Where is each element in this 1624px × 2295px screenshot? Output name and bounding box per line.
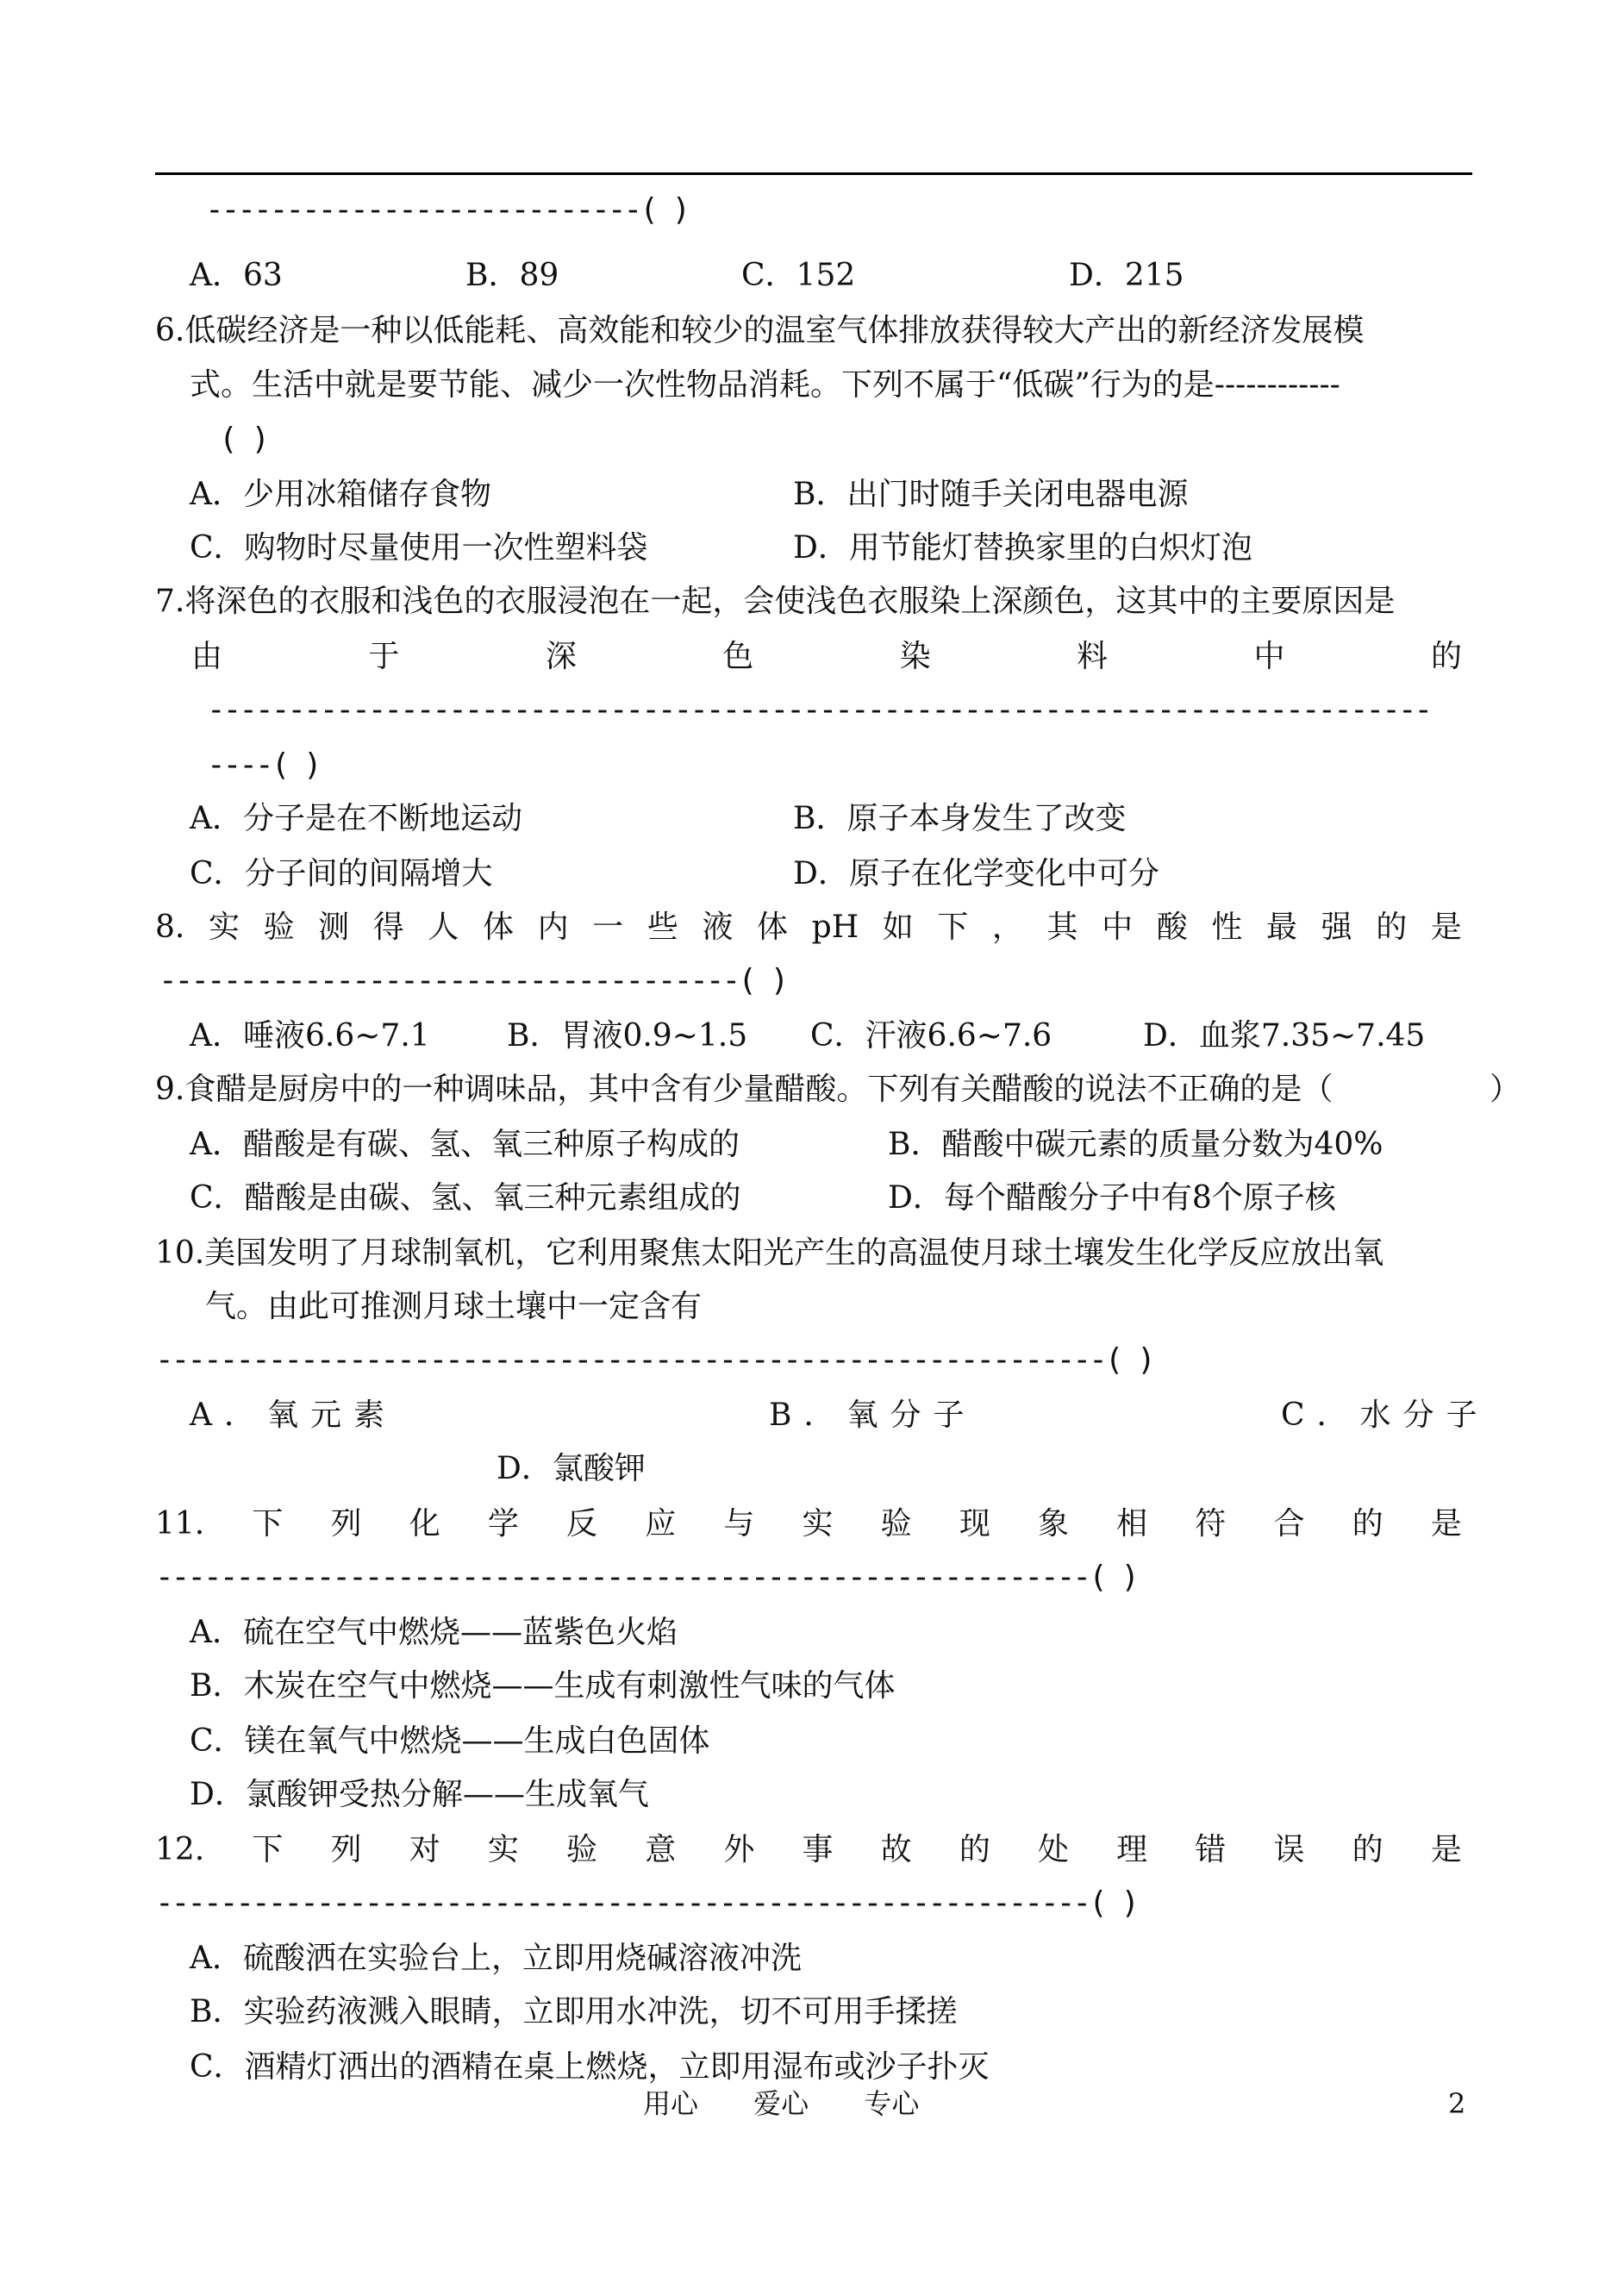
q5-answer-blank: ---------------------------( ) [205,192,689,228]
q10-answer-blank: -----------------------------------------------------------( ) [155,1342,1153,1378]
q8-word: 验 [263,910,295,945]
q7-word: 的 [1430,639,1462,674]
q12-word: 对 [409,1832,440,1867]
q9-option-b: B．醋酸中碳元素的质量分数为40% [888,1127,1384,1162]
q12-word: 下 [252,1832,284,1867]
q12-word: 误 [1273,1832,1305,1867]
q10-option-c: C．水分子 [1281,1398,1490,1433]
q11-stem-line1 [155,1505,1462,1543]
q9-option-a: A．醋酸是有碳、氢、氧三种原子构成的 [190,1127,740,1162]
q12-word: 12. [155,1832,205,1867]
q12-word: 处 [1037,1832,1069,1867]
q8-word: 实 [208,910,240,945]
q6-stem-line2: 式。生活中就是要节能、减少一次性物品消耗。下列不属于“低碳”行为的是------------ [190,367,1340,403]
q7-option-b: B．原子本身发生了改变 [793,801,1127,836]
q5-option-c: C．152 [741,258,856,293]
q7-stem-line1: 7.将深色的衣服和浅色的衣服浸泡在一起，会使浅色衣服染上深颜色，这其中的主要原因是 [155,584,1396,619]
q11-word: 反 [566,1506,598,1541]
q6-answer-blank: ( ) [219,422,268,457]
q7-word: 中 [1253,639,1285,674]
q10-stem-line1: 10.美国发明了月球制氧机，它利用聚焦太阳光产生的高温使月球土壤发生化学反应放出氧 [155,1235,1384,1271]
q7-option-d: D．原子在化学变化中可分 [793,856,1159,891]
q6-stem-line1: 6.低碳经济是一种以低能耗、高效能和较少的温室气体排放获得较大产出的新经济发展模 [155,313,1365,348]
q12-word: 故 [880,1832,912,1867]
q8-word: 8. [155,910,185,945]
q11-word: 的 [1352,1506,1384,1541]
q10-option-d: D．氯酸钾 [497,1451,646,1486]
q9-option-d: D．每个醋酸分子中有8个原子核 [888,1180,1336,1216]
q8-word: pH [811,910,859,945]
q12-word: 的 [959,1832,990,1867]
q11-word: 相 [1116,1506,1148,1541]
q12-word: 是 [1430,1832,1462,1867]
q11-answer-blank: ----------------------------------------------------------( ) [155,1560,1138,1595]
q10-option-b: B．氧分子 [769,1398,977,1433]
q11-word: 11. [155,1506,205,1541]
q11-word: 学 [487,1506,519,1541]
q8-word: 其 [1046,910,1078,945]
q8-word: 性 [1211,910,1243,945]
q12-option-b: B．实验药液溅入眼睛，立即用水冲洗，切不可用手揉搓 [190,1994,958,2029]
q5-option-d: D．215 [1069,258,1184,293]
q10-stem-line2: 气。由此可推测月球土壤中一定含有 [205,1289,703,1324]
q8-word: 测 [318,910,350,945]
q9-answer-blank-end: ） [1490,1072,1521,1107]
q11-word: 与 [723,1506,755,1541]
q7-word: 染 [899,639,931,674]
q11-word: 验 [880,1506,912,1541]
q8-word: 酸 [1156,910,1188,945]
q8-word: 强 [1321,910,1352,945]
q7-word: 色 [722,639,754,674]
q8-option-c: C．汗液6.6~7.6 [810,1018,1052,1054]
q12-option-c: C．酒精灯洒出的酒精在桌上燃烧，立即用湿布或沙子扑灭 [190,2049,990,2085]
q12-word: 外 [723,1832,755,1867]
q6-option-a: A．少用冰箱储存食物 [190,477,491,512]
q8-word: 体 [757,910,789,945]
q7-option-a: A．分子是在不断地运动 [190,801,522,836]
q11-option-b: B．木炭在空气中燃烧——生成有刺激性气味的气体 [190,1668,896,1704]
q12-word: 意 [645,1832,677,1867]
q11-option-d: D．氯酸钾受热分解——生成氧气 [190,1777,649,1812]
q8-option-a: A．唾液6.6~7.1 [190,1018,430,1054]
q11-word: 应 [645,1506,677,1541]
q7-word: 于 [368,639,400,674]
q12-word: 的 [1352,1832,1384,1867]
q8-answer-blank: ------------------------------------( ) [159,963,787,998]
q8-option-d: D．血浆7.35~7.45 [1143,1018,1426,1054]
q12-word: 事 [802,1832,834,1867]
q6-option-b: B．出门时随手关闭电器电源 [793,477,1189,512]
q5-option-b: B．89 [465,258,559,293]
q7-answer-blank: ----( ) [207,747,320,783]
q8-word: 人 [428,910,459,945]
q12-word: 验 [566,1832,598,1867]
q8-option-b: B．胃液0.9~1.5 [507,1018,748,1054]
q8-word: 的 [1376,910,1408,945]
q8-word: 体 [483,910,515,945]
q12-stem-line1 [155,1831,1462,1869]
q8-word: 下 [937,910,969,945]
q6-option-d: D．用节能灯替换家里的白炽灯泡 [793,530,1252,566]
q8-word: 中 [1102,910,1134,945]
q11-option-a: A．硫在空气中燃烧——蓝紫色火焰 [190,1615,678,1650]
q11-word: 现 [959,1506,990,1541]
q5-option-a: A．63 [190,258,283,293]
q6-option-c: C．购物时尽量使用一次性塑料袋 [190,530,648,566]
q11-word: 实 [802,1506,834,1541]
q7-dash-line: ---------------------------------------------------------------------------- [207,692,1431,728]
q11-word: 象 [1037,1506,1069,1541]
q12-answer-blank: ----------------------------------------------------------( ) [155,1885,1138,1921]
q7-word: 料 [1077,639,1109,674]
q12-word: 错 [1195,1832,1227,1867]
q11-word: 合 [1273,1506,1305,1541]
q9-option-c: C．醋酸是由碳、氢、氧三种元素组成的 [190,1180,741,1216]
q12-word: 实 [487,1832,519,1867]
q8-stem-line1 [155,909,1462,947]
q7-option-c: C．分子间的间隔增大 [190,856,493,891]
q8-word: 一 [592,910,624,945]
q8-word: 最 [1265,910,1297,945]
q9-stem-line1: 9.食醋是厨房中的一种调味品，其中含有少量醋酸。下列有关醋酸的说法不正确的是（ [155,1072,1334,1107]
q11-word: 符 [1195,1506,1227,1541]
q8-word: 得 [372,910,404,945]
footer-motto: 用心 爱心 专心 [643,2087,920,2120]
q12-word: 理 [1116,1832,1148,1867]
q12-option-a: A．硫酸洒在实验台上，立即用烧碱溶液冲洗 [190,1941,802,1976]
q7-stem-line2 [191,638,1462,676]
page-number: 2 [1448,2087,1466,2120]
q12-word: 列 [330,1832,362,1867]
q11-word: 下 [252,1506,284,1541]
q8-word: ， [991,910,1023,945]
q11-word: 列 [330,1506,362,1541]
q7-word: 深 [545,639,577,674]
header-rule [155,172,1472,175]
q8-word: 内 [537,910,569,945]
q11-word: 化 [409,1506,440,1541]
q7-word: 由 [191,639,223,674]
q8-word: 如 [882,910,914,945]
q8-word: 些 [646,910,678,945]
q8-word: 液 [702,910,734,945]
q11-option-c: C．镁在氧气中燃烧——生成白色固体 [190,1723,710,1759]
q10-option-a: A．氧元素 [190,1398,397,1433]
q11-word: 是 [1430,1506,1462,1541]
q8-word: 是 [1430,910,1462,945]
